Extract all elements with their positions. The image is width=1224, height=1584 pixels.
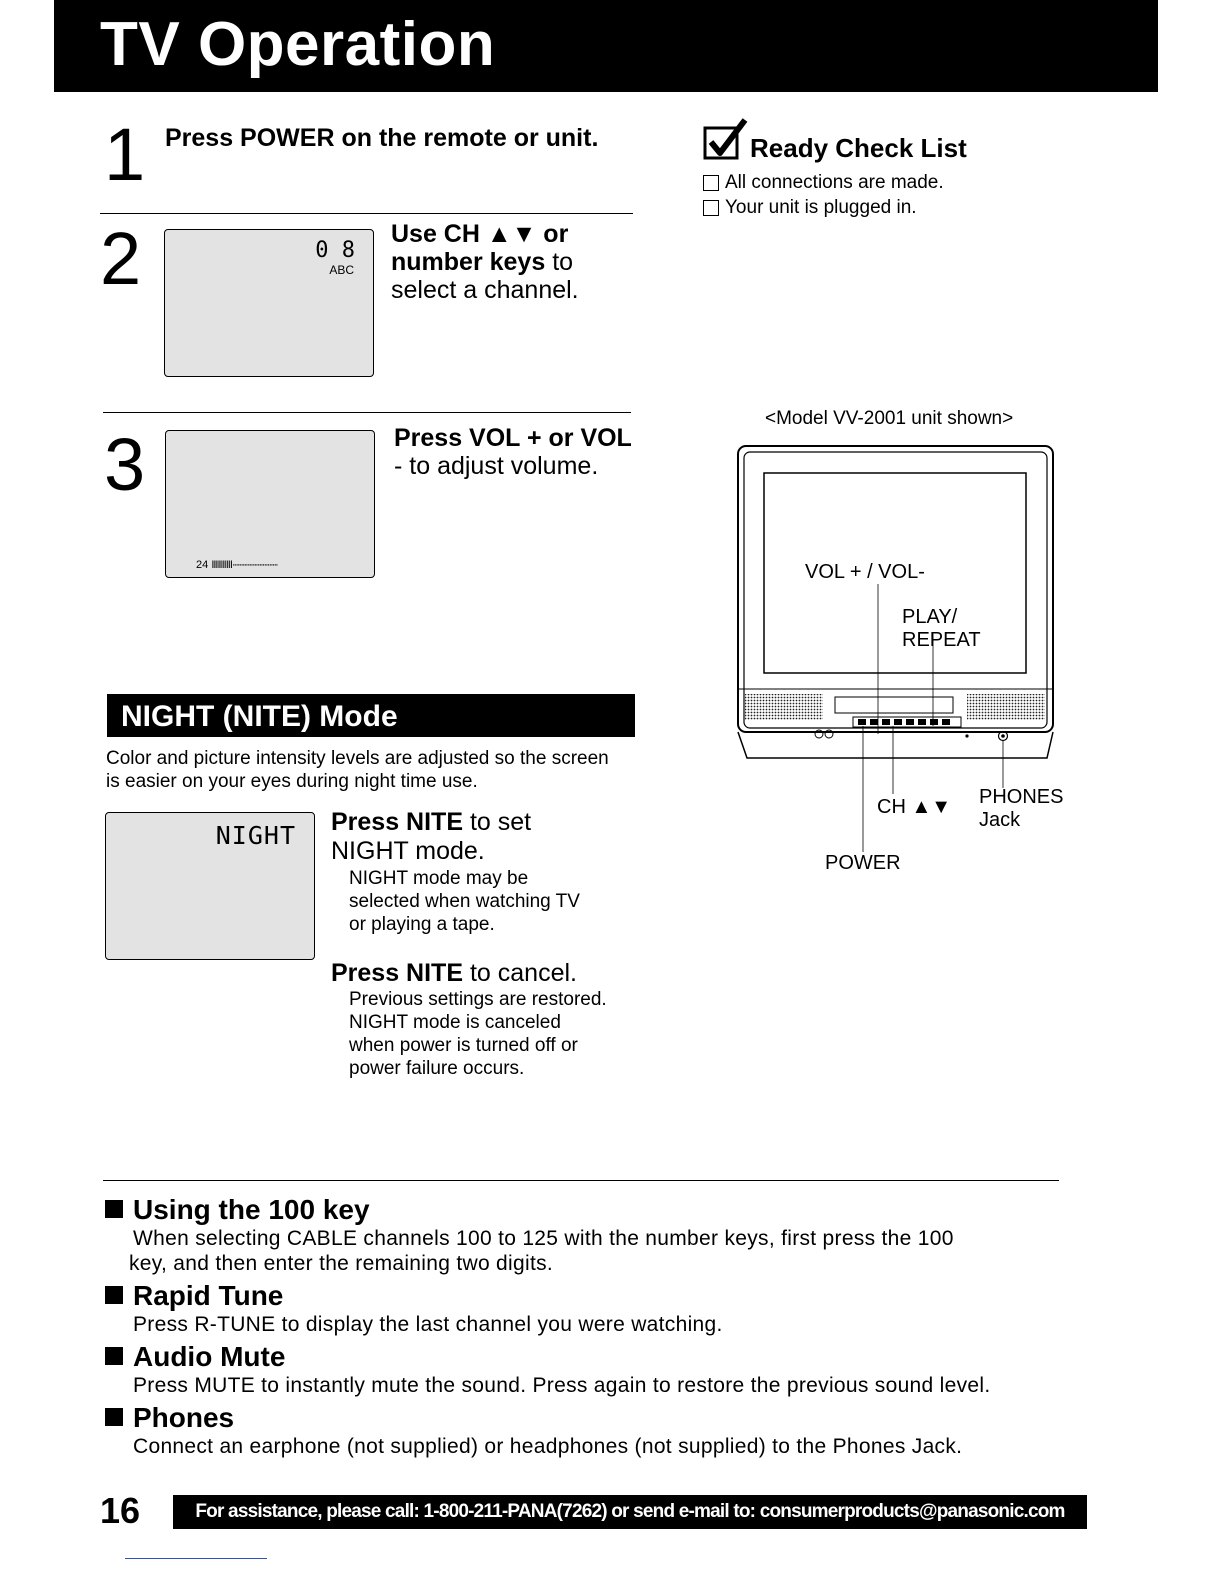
note-line: NIGHT mode may be [349, 868, 529, 889]
night-set-line-2: NIGHT mode. [331, 837, 485, 865]
step-2-line-2 [391, 248, 579, 276]
feature-phones [105, 1402, 1105, 1459]
feature-heading [105, 1402, 1105, 1434]
label-play-repeat-1: PLAY/ [902, 606, 958, 628]
night-set-note [349, 867, 580, 936]
bullet-square-icon [105, 1408, 123, 1426]
volume-value: 24 [196, 559, 209, 571]
note-line: power failure occurs. [349, 1058, 525, 1079]
feature-text: Connect an earphone (not supplied) or headphones (not supplied) to the Phones Jack. [133, 1435, 963, 1458]
feature-text: key, and then enter the remaining two digits. [129, 1252, 554, 1275]
night-set-instructions [331, 808, 580, 936]
night-cancel-note [349, 988, 607, 1080]
night-description [106, 747, 609, 793]
check-icon [703, 118, 749, 162]
divider-features [103, 1180, 1059, 1181]
feature-audio-mute [105, 1341, 1105, 1398]
feature-title: Rapid Tune [133, 1280, 284, 1311]
note-line: Previous settings are restored. [349, 989, 607, 1010]
assistance-contact[interactable]: For assistance, please call: 1-800-211-PANA(7262) or send e-mail to: consumerproducts@panasonic.com [195, 1501, 1065, 1522]
night-description-line: Color and picture intensity levels are adjusted so the screen [106, 748, 609, 769]
divider-step-2 [103, 412, 631, 413]
feature-heading [105, 1194, 1105, 1226]
checkbox-icon [703, 175, 719, 191]
step-2-line-1: Use CH ▲▼ or [391, 220, 569, 248]
night-set-rest: to set [463, 808, 532, 836]
checklist [703, 172, 944, 219]
note-line: NIGHT mode is canceled [349, 1012, 561, 1033]
feature-title: Phones [133, 1402, 235, 1433]
checklist-item [703, 197, 944, 219]
night-cancel-line [331, 959, 607, 988]
tv-screen-volume [165, 430, 375, 578]
night-set-bold: Press NITE [331, 808, 464, 836]
step-2-line-3: select a channel. [391, 276, 579, 304]
label-volume: VOL + / VOL- [805, 561, 925, 583]
checkbox-icon [703, 200, 719, 216]
label-power: POWER [825, 852, 901, 874]
feature-title: Audio Mute [133, 1341, 286, 1372]
volume-bars: IIIIIIIIII [211, 559, 232, 571]
checklist-item-text: Your unit is plugged in. [725, 197, 917, 218]
night-screen-text: NIGHT [215, 821, 296, 850]
figure-caption: <Model VV-2001 unit shown> [765, 408, 1014, 429]
channel-station: ABC [329, 263, 354, 277]
night-section-title: NIGHT (NITE) Mode [121, 700, 398, 733]
step-1-number: 1 [104, 113, 146, 196]
step-2-number-keys: number keys [391, 248, 546, 276]
step-2-number: 2 [100, 217, 142, 300]
feature-text: Press MUTE to instantly mute the sound. Press again to restore the previous sound level. [133, 1374, 991, 1397]
feature-rapid-tune [105, 1280, 1105, 1337]
night-cancel-bold: Press NITE [331, 959, 464, 987]
note-line: when power is turned off or [349, 1035, 578, 1056]
feature-text: Press R-TUNE to display the last channel you were watching. [133, 1313, 723, 1336]
page-title: TV Operation [100, 10, 496, 79]
bullet-square-icon [105, 1286, 123, 1304]
label-play-repeat-2: REPEAT [902, 629, 981, 651]
night-cancel-instructions [331, 959, 607, 1080]
note-line: or playing a tape. [349, 914, 495, 935]
checklist-title: Ready Check List [750, 133, 967, 163]
note-line: selected when watching TV [349, 891, 580, 912]
feature-using-100-key [105, 1194, 1105, 1276]
checklist-item [703, 172, 944, 194]
step-3-text [394, 424, 632, 480]
bullet-square-icon [105, 1347, 123, 1365]
night-cancel-rest: to cancel. [463, 959, 577, 987]
night-description-line: is easier on your eyes during night time use. [106, 771, 478, 792]
feature-title: Using the 100 key [133, 1194, 370, 1225]
night-set-line [331, 808, 580, 837]
feature-text: When selecting CABLE channels 100 to 125 with the number keys, first press the 100 [133, 1227, 954, 1250]
footer-rule [125, 1558, 267, 1559]
step-1-text: Press POWER on the remote or unit. [165, 124, 599, 152]
volume-indicator [196, 559, 277, 571]
step-3-number: 3 [104, 423, 146, 506]
channel-number: 0 8 [315, 238, 355, 263]
tv-screen-night [105, 812, 315, 960]
feature-heading [105, 1280, 1105, 1312]
volume-dots: ··························· [231, 559, 277, 571]
label-phones-1: PHONES [979, 786, 1064, 808]
step-3-line-2: - to adjust volume. [394, 452, 599, 480]
label-phones-2: Jack [979, 809, 1021, 831]
features-list [105, 1194, 1105, 1459]
step-2-to: to [545, 248, 574, 276]
bullet-square-icon [105, 1200, 123, 1218]
divider-step-1 [100, 213, 633, 214]
checklist-item-text: All connections are made. [725, 172, 944, 193]
feature-heading [105, 1341, 1105, 1373]
label-channel: CH ▲▼ [877, 796, 952, 818]
tv-unit-illustration [735, 444, 1057, 764]
page-number: 16 [100, 1490, 141, 1531]
step-3-line-1: Press VOL + or VOL [394, 424, 632, 452]
tv-screen-channel [164, 229, 374, 377]
step-2-text [391, 220, 579, 304]
